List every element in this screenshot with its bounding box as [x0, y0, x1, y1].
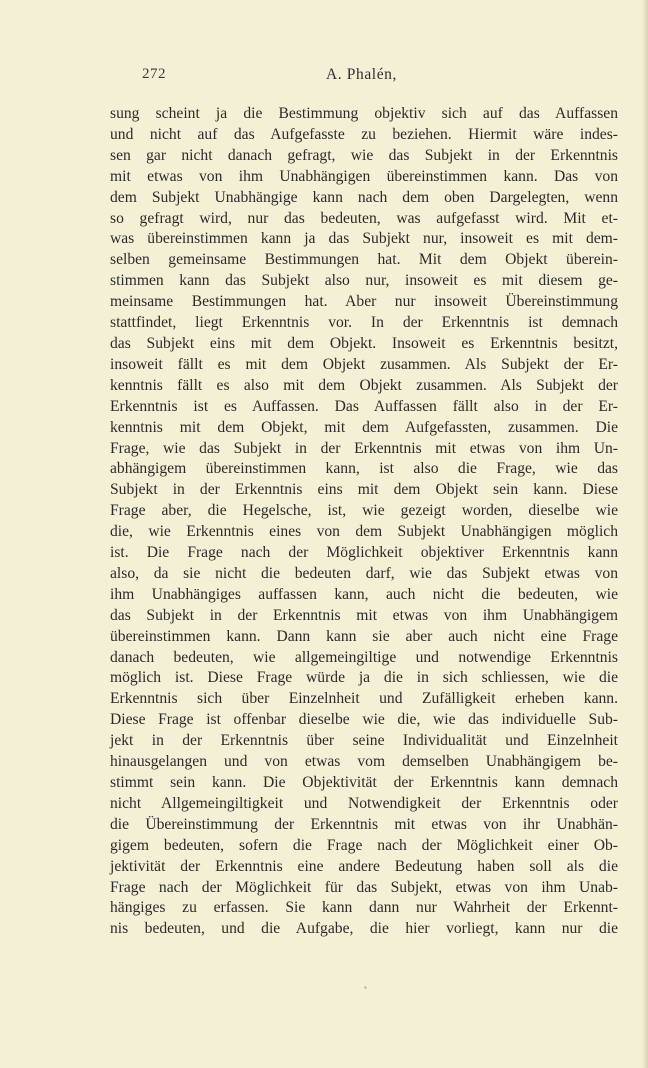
- text-line: das Subjekt in der Erkenntnis mit etwas von ihm Unabhängigem: [110, 606, 618, 624]
- text-line: Frage nach der Möglichkeit für das Subjekt, etwas von ihm Unab-: [110, 878, 618, 896]
- text-line: die, wie Erkenntnis eines von dem Subjekt Unabhängigen möglich: [110, 523, 618, 541]
- text-line: dem Subjekt Unabhängige kann nach dem oben Dargelegten, wenn: [110, 188, 618, 206]
- text-line: Diese Frage ist offenbar dieselbe wie die, wie das individuelle Sub-: [110, 711, 618, 729]
- text-line: was übereinstimmen kann ja das Subjekt nur, insoweit es mit dem-: [110, 230, 618, 248]
- page-edge-shadow: [642, 0, 648, 1068]
- text-line: so gefragt wird, nur das bedeuten, was aufgefasst wird. Mit et-: [110, 209, 618, 227]
- text-line: kenntnis fällt es also mit dem Objekt zusammen. Als Subjekt der: [110, 376, 618, 394]
- text-line: Erkenntnis ist es Auffassen. Das Auffassen fällt also in der Er-: [110, 397, 618, 415]
- paper-speck: [364, 986, 367, 989]
- page-number: 272: [142, 66, 166, 82]
- text-line: nis bedeuten, und die Aufgabe, die hier vorliegt, kann nur die: [110, 920, 618, 938]
- text-line: insoweit fällt es mit dem Objekt zusammen. Als Subjekt der Er-: [110, 355, 618, 373]
- text-line: ist. Die Frage nach der Möglichkeit objektiver Erkenntnis kann: [110, 544, 618, 562]
- text-line: mit etwas von ihm Unabhängigen übereinstimmen kann. Das von: [110, 167, 618, 185]
- page-header: [110, 66, 620, 88]
- text-line: also, da sie nicht die bedeuten darf, wie das Subjekt etwas von: [110, 564, 618, 582]
- text-line: hängiges zu erfassen. Sie kann dann nur Wahrheit der Erkennt-: [110, 899, 618, 917]
- text-line: möglich ist. Diese Frage würde ja die in sich schliessen, wie die: [110, 669, 618, 687]
- text-line: gigem bedeuten, sofern die Frage nach der Möglichkeit einer Ob-: [110, 836, 618, 854]
- text-line: abhängigem übereinstimmen kann, ist also die Frage, wie das: [110, 460, 618, 478]
- text-line: ihm Unabhängiges auffassen kann, auch nicht die bedeuten, wie: [110, 585, 618, 603]
- text-line: stattfindet, liegt Erkenntnis vor. In der Erkenntnis ist demnach: [110, 314, 618, 332]
- body-text: [110, 104, 618, 940]
- text-line: jektivität der Erkenntnis eine andere Bedeutung haben soll als die: [110, 857, 618, 875]
- text-line: Frage aber, die Hegelsche, ist, wie gezeigt worden, dieselbe wie: [110, 502, 618, 520]
- text-line: übereinstimmen kann. Dann kann sie aber auch nicht eine Frage: [110, 627, 618, 645]
- text-line: kenntnis mit dem Objekt, mit dem Aufgefassten, zusammen. Die: [110, 418, 618, 436]
- text-line: Frage, wie das Subjekt in der Erkenntnis mit etwas von ihm Un-: [110, 439, 618, 457]
- text-line: sung scheint ja die Bestimmung objektiv sich auf das Auffassen: [110, 105, 618, 122]
- text-line: die Übereinstimmung der Erkenntnis mit etwas von ihr Unabhän-: [110, 815, 618, 833]
- text-line: das Subjekt eins mit dem Objekt. Insoweit es Erkenntnis besitzt,: [110, 334, 618, 352]
- text-line: nicht Allgemeingiltigkeit und Notwendigkeit der Erkenntnis oder: [110, 794, 618, 812]
- text-line: hinausgelangen und von etwas vom demselben Unabhängigem be-: [110, 753, 618, 771]
- text-line: meinsame Bestimmungen hat. Aber nur insoweit Übereinstimmung: [110, 293, 618, 311]
- text-line: stimmen kann das Subjekt also nur, insoweit es mit diesem ge-: [110, 272, 618, 290]
- text-line: Subjekt in der Erkenntnis eins mit dem Objekt sein kann. Diese: [110, 481, 618, 499]
- text-line: stimmt sein kann. Die Objektivität der Erkenntnis kann demnach: [110, 774, 618, 791]
- text-line: jekt in der Erkenntnis über seine Individualität und Einzelnheit: [110, 732, 618, 750]
- text-line: danach bedeuten, wie allgemeingiltige und notwendige Erkenntnis: [110, 648, 618, 666]
- text-line: Erkenntnis sich über Einzelnheit und Zufälligkeit erheben kann.: [110, 690, 618, 708]
- text-line: selben gemeinsame Bestimmungen hat. Mit dem Objekt überein-: [110, 251, 618, 269]
- text-line: und nicht auf das Aufgefasste zu beziehen. Hiermit wäre indes-: [110, 125, 618, 143]
- running-head: A. Phalén,: [326, 66, 398, 83]
- text-line: sen gar nicht danach gefragt, wie das Subjekt in der Erkenntnis: [110, 146, 618, 164]
